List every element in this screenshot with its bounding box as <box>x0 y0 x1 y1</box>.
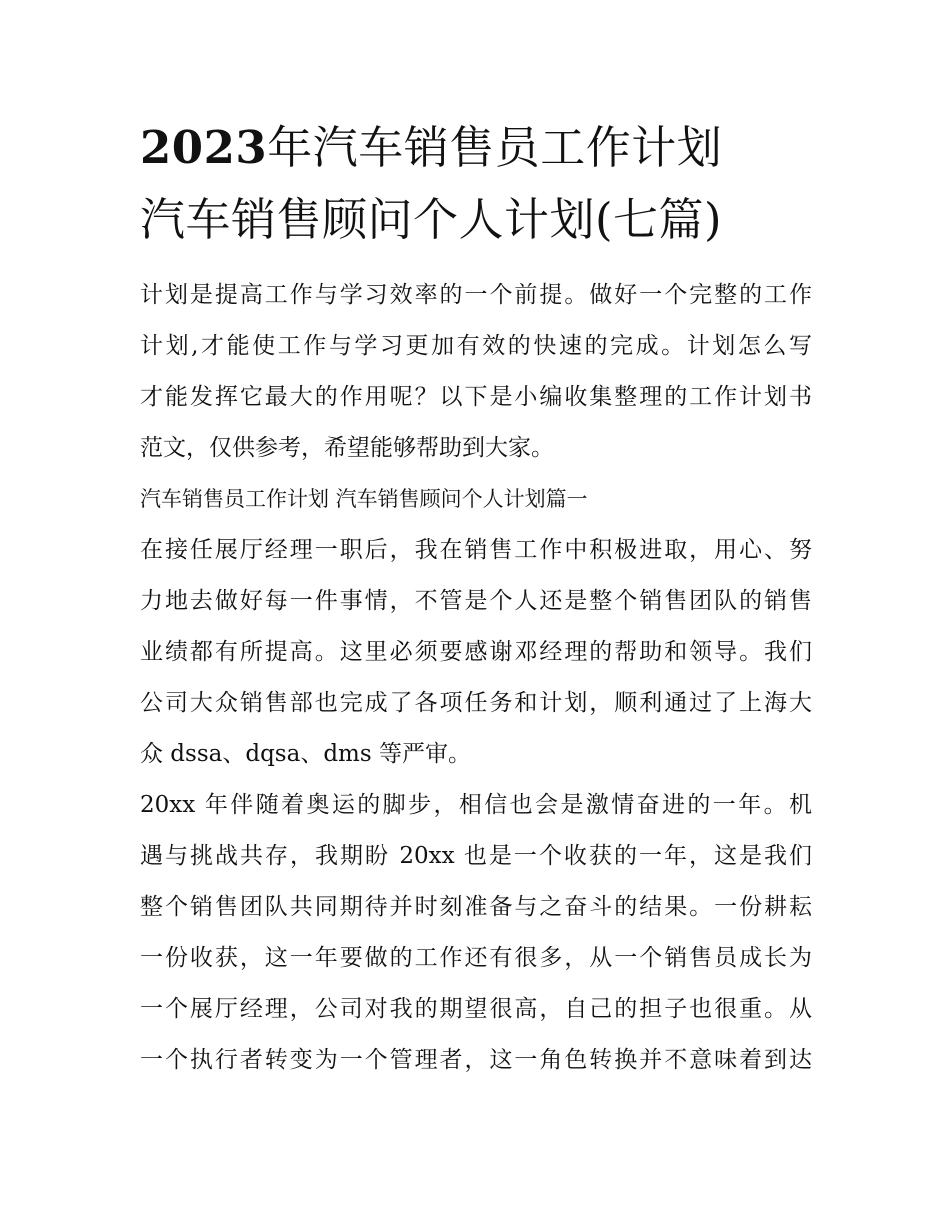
title-line-2: 汽车销售顾问个人计划(七篇) <box>140 193 723 246</box>
body-line: 一个执行者转变为一个管理者，这一角色转换并不意味着到达 <box>140 1047 812 1073</box>
body-line: 众 dssa、dqsa、dms 等严审。 <box>140 741 471 767</box>
section-heading: 汽车销售员工作计划 汽车销售顾问个人计划篇一 <box>140 487 588 511</box>
title-line-1-text: 年汽车销售员工作计划 <box>267 121 723 174</box>
body-line: 一份收获，这一年要做的工作还有很多，从一个销售员成长为 <box>140 945 812 971</box>
document-title <box>140 112 812 256</box>
intro-line: 范文，仅供参考，希望能够帮助到大家。 <box>140 435 554 461</box>
body-paragraph-2 <box>140 780 812 1086</box>
title-year: 2023 <box>140 121 268 174</box>
body-line: 一个展厅经理，公司对我的期望很高，自己的担子也很重。从 <box>140 996 812 1022</box>
body-line: 力地去做好每一件事情，不管是个人还是整个销售团队的销售 <box>140 588 812 614</box>
intro-paragraph <box>140 270 812 474</box>
body-line: 在接任展厅经理一职后，我在销售工作中积极进取，用心、努 <box>140 537 812 563</box>
body-line: 业绩都有所提高。这里必须要感谢邓经理的帮助和领导。我们 <box>140 639 812 665</box>
document-page <box>140 112 812 1086</box>
intro-line: 才能发挥它最大的作用呢？以下是小编收集整理的工作计划书 <box>140 384 812 410</box>
body-line: 20xx 年伴随着奥运的脚步，相信也会是激情奋进的一年。机 <box>140 792 812 818</box>
intro-line: 计划,才能使工作与学习更加有效的快速的完成。计划怎么写 <box>140 333 812 359</box>
body-line: 遇与挑战共存，我期盼 20xx 也是一个收获的一年，这是我们 <box>140 843 812 869</box>
body-line: 公司大众销售部也完成了各项任务和计划，顺利通过了上海大 <box>140 690 812 716</box>
title-line-1 <box>140 112 812 184</box>
intro-line: 计划是提高工作与学习效率的一个前提。做好一个完整的工作 <box>140 282 812 308</box>
body-line: 整个销售团队共同期待并时刻准备与之奋斗的结果。一份耕耘 <box>140 894 812 920</box>
body-paragraph-1 <box>140 525 812 780</box>
